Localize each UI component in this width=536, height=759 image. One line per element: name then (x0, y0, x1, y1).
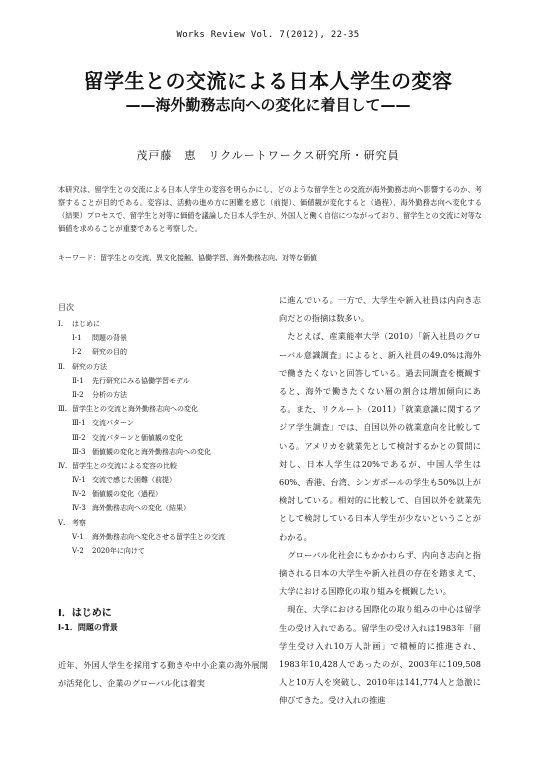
toc-entry-text: 留学生との交流と海外勤務志向への変化 (72, 405, 198, 414)
toc-entry (58, 377, 268, 385)
body-paragraph: グローバル化社会にもかかわらず、内向き志向と指摘される日本の大学生や新入社員の存在を踏まえて、大学における国際化の取り組みを概観したい。 (279, 549, 481, 597)
toc-entry-number: Ⅳ-2 (72, 490, 86, 499)
journal-header: Works Review Vol. 7(2012), 22-35 (176, 30, 360, 40)
toc-entry-text: はじめに (72, 320, 100, 328)
toc-entry-number: Ⅲ. (58, 405, 67, 414)
toc-entry-number: Ⅱ-2 (72, 390, 84, 399)
toc-entry-number: Ⅳ-1 (72, 476, 86, 485)
toc-entry (58, 391, 268, 399)
keywords: キーワード：留学生との交流、異文化接触、協働学習、海外勤務志向、対等な価値 (58, 254, 317, 262)
left-column (58, 302, 268, 561)
toc-entry-number: Ⅴ. (58, 518, 66, 527)
toc-entry-number: Ⅲ-3 (72, 447, 86, 456)
toc-entry-text: 交流パターンと価値観の変化 (92, 433, 183, 442)
body-paragraph: に進んでいる。一方で、大学生や新入社員は内向き志向だとの指摘は数多い。 (279, 295, 481, 324)
paper-subtitle: ——海外勤務志向への変化に着目して—— (125, 96, 411, 114)
toc-entry-text: 2020年に向けて (92, 547, 145, 555)
toc-entry (58, 363, 268, 371)
toc-entry-number: Ⅲ-1 (72, 419, 86, 428)
toc-entry-text: 留学生との交流による変容の比較 (72, 461, 177, 470)
toc-entry-number: Ⅴ-2 (72, 547, 84, 555)
body-paragraph: 現在、大学における国際化の取り組みの中心は留学生の受け入れである。留学生の受け入れは1983年「留学生受け入れ10万人計画」で積極的に推進され、1983年10,428人であったのが、2003年に109,508人と10万人を突破し、2010年は141,774人と急激に伸びてきた。受け入れの推進 (279, 604, 481, 706)
toc-entry-text: 分析の方法 (92, 390, 127, 399)
toc-heading: 目次 (58, 303, 74, 312)
toc-entry (58, 320, 268, 328)
toc-entry-text: 海外勤務志向へ変化させる留学生との交流 (92, 532, 225, 541)
toc-entry-text: 研究の目的 (92, 348, 127, 357)
toc-entry-number: Ⅰ. (58, 320, 63, 328)
toc-entry-text: 海外勤務志向への変化（結果） (92, 504, 190, 513)
toc-entry (58, 434, 268, 442)
toc-entry (58, 405, 268, 413)
toc-entry-number: Ⅰ-2 (72, 348, 82, 357)
toc-entry-text: 研究の方法 (72, 362, 107, 371)
body-paragraph: たとえば、産業能率大学（2010）「新入社員のグローバル意識調査」によると、新入社員の49.0%は海外で働きたくないと回答している。過去同調査を概観すると、海外で働きたくない層の割合は増加傾向にある。また、リクルート（2011）「就業意識に関するアジア学生調査」では、自国以外の就業意向を比較している。アメリカを就業先として検討するかとの質問に対し、日本人学生は20%であるが、中国人学生は60%、香港、台湾、シンガポールの学生も50%以上が検討している。相対的に比較して、自国以外を就業先として検討している日本人学生が少ないということがわかる。 (279, 331, 481, 542)
toc-entry (58, 504, 268, 512)
toc-list (58, 320, 268, 555)
toc-entry (58, 334, 268, 342)
toc-entry-text: 考察 (72, 518, 86, 527)
toc-entry (58, 476, 268, 484)
toc-entry (58, 490, 268, 498)
toc-entry-text: 先行研究にみる協働学習モデル (92, 376, 190, 385)
toc-entry (58, 547, 268, 555)
toc-entry (58, 419, 268, 427)
abstract: 本研究は、留学生との交流による日本人学生の変容を明らかにし、どのような留学生との交流が海外勤務志向へ影響するのか、考察することが目的である。変容は、活動の進め方に困難を感じ（前提）、価値観が変化すると（過程）、海外勤務志向へ変化する（結果）プロセスで、留学生と対等に価値を議論した日本人学生が、外国人と働く自信につながっており、留学生との交流に対等な価値を求めることが重要であると考察した。 (58, 185, 482, 233)
paper-title: 留学生との交流による日本人学生の変容 (83, 69, 453, 93)
toc-entry-number: Ⅱ-1 (72, 376, 84, 385)
toc-entry (58, 519, 268, 527)
left-body-text: 近年、外国人学生を採用する動きや中小企業の海外展開が活発化し、企業のグローバル化は着実 (58, 660, 268, 688)
toc-entry-number: Ⅳ-3 (72, 504, 86, 513)
toc-entry-text: 交流パターン (92, 419, 134, 428)
section-heading: Ⅰ．はじめに (58, 608, 112, 619)
toc-entry-number: Ⅴ-1 (72, 532, 84, 541)
author-line: 茂戸藤 恵 リクルートワークス研究所・研究員 (136, 149, 400, 162)
toc-entry (58, 462, 268, 470)
toc-entry-text: 交流で感じた困難（前提） (92, 476, 176, 485)
toc-entry (58, 533, 268, 541)
right-column (279, 291, 481, 710)
toc-entry-text: 問題の背景 (92, 334, 127, 343)
toc-entry-number: Ⅳ. (58, 461, 68, 470)
subsection-heading: Ⅰ-1．問題の背景 (58, 623, 118, 632)
toc-entry (58, 348, 268, 356)
toc-entry (58, 448, 268, 456)
toc-entry-number: Ⅱ. (58, 362, 65, 371)
toc-entry-number: Ⅲ-2 (72, 433, 86, 442)
toc-entry-text: 価値観の変化（過程） (92, 490, 162, 499)
toc-entry-text: 価値観の変化と海外勤務志向への変化 (92, 447, 211, 456)
toc-entry-number: Ⅰ-1 (72, 334, 82, 343)
